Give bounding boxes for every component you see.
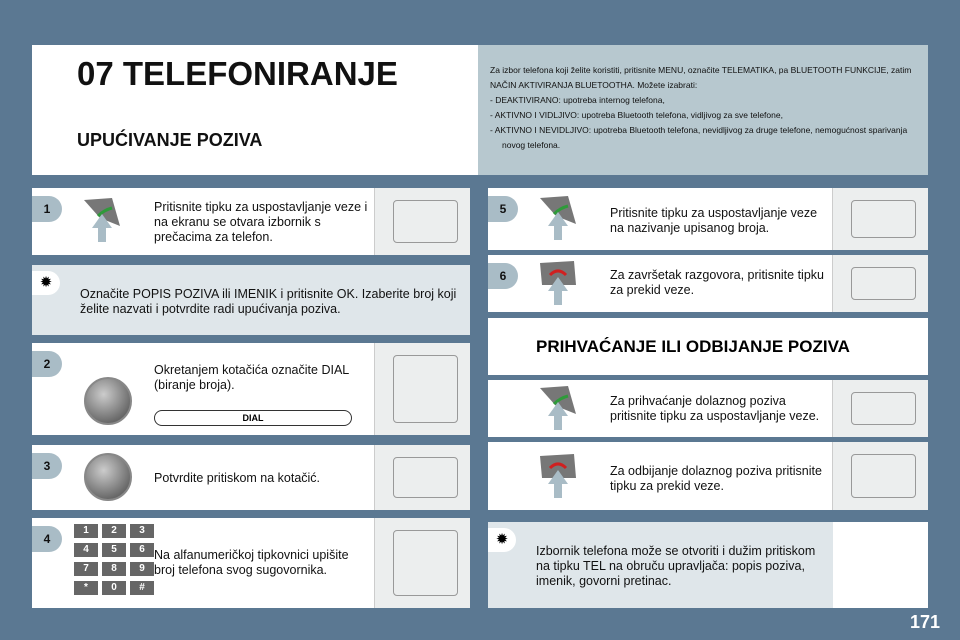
step-text: Za prihvaćanje dolaznog poziva pritisnite tipku za uspostavljanje veze. <box>610 394 820 423</box>
section-heading-accept-reject: PRIHVAĆANJE ILI ODBIJANJE POZIVA <box>488 318 928 375</box>
accept-call-step <box>488 380 928 437</box>
device-illustration <box>374 188 470 255</box>
keypad-key: 7 <box>74 562 98 576</box>
title-panel <box>32 45 478 175</box>
device-illustration <box>832 380 928 437</box>
dial-label: DIAL <box>154 410 352 426</box>
step-badge: 3 <box>32 453 62 479</box>
keypad-key: 0 <box>102 581 126 595</box>
device-illustration <box>832 442 928 510</box>
step-badge: 1 <box>32 196 62 222</box>
step-5 <box>488 188 928 250</box>
step-badge: 4 <box>32 526 62 552</box>
info-item: - DEAKTIVIRANO: upotreba internog telefona, <box>490 93 916 108</box>
keypad-key: 2 <box>102 524 126 538</box>
step-text: Okretanjem kotačića označite DIAL (biranje broja). <box>154 363 349 392</box>
steering-wheel-stalk-illustration <box>833 522 928 608</box>
page-number: 171 <box>909 612 940 632</box>
step-badge: 2 <box>32 351 62 377</box>
step-text: Potvrdite pritiskom na kotačić. <box>154 471 321 485</box>
lightbulb-icon: ✹ <box>32 271 60 295</box>
device-illustration <box>832 188 928 250</box>
tip-box <box>488 522 928 608</box>
step-text: Na alfanumeričkoj tipkovnici upišite broj telefona svog sugovornika. <box>154 548 349 577</box>
rotary-knob-icon <box>84 453 132 501</box>
info-item: - AKTIVNO I VIDLJIVO: upotreba Bluetooth telefona, vidljivog za sve telefone, <box>490 108 916 123</box>
page-title: 07 TELEFONIRANJE <box>77 55 398 92</box>
keypad-key: 1 <box>74 524 98 538</box>
step-text: Za završetak razgovora, pritisnite tipku za prekid veze. <box>610 268 824 297</box>
step-4 <box>32 518 470 608</box>
tip-box <box>32 265 470 335</box>
keypad-key: 3 <box>130 524 154 538</box>
tip-text: Označite POPIS POZIVA ili IMENIK i pritisnite OK. Izaberite broj koji želite nazvati i potvrdite radi upućivanja poziva. <box>80 287 457 316</box>
bluetooth-info-box <box>478 45 928 175</box>
device-illustration <box>374 445 470 510</box>
step-badge: 6 <box>488 263 518 289</box>
device-illustration <box>374 518 470 608</box>
step-text: Pritisnite tipku za uspostavljanje veze na nazivanje upisanog broja. <box>610 206 818 235</box>
keypad-icon <box>74 524 154 595</box>
step-6 <box>488 255 928 312</box>
hang-up-button-icon <box>538 259 578 305</box>
step-2 <box>32 343 470 435</box>
step-badge: 5 <box>488 196 518 222</box>
section-heading-placing-calls: UPUĆIVANJE POZIVA <box>77 130 263 150</box>
rotary-knob-icon <box>84 377 132 425</box>
keypad-key: 4 <box>74 543 98 557</box>
info-item: - AKTIVNO I NEVIDLJIVO: upotreba Bluetooth telefona, nevidljivog za druge telefone, nemogućnost sparivanja novog telefona. <box>490 123 916 153</box>
info-intro: Za izbor telefona koji želite koristiti, pritisnite MENU, označite TELEMATIKA, pa BLUETOOTH FUNKCIJE, zatim NAČIN AKTIVIRANJA BLUETOOTHA. Možete izabrati: <box>490 65 912 90</box>
keypad-key: 8 <box>102 562 126 576</box>
hang-up-button-icon <box>538 452 578 498</box>
step-text: Pritisnite tipku za uspostavljanje veze i na ekranu se otvara izbornik s prečacima za telefon. <box>154 200 368 244</box>
step-1 <box>32 188 470 255</box>
call-button-icon <box>538 384 578 430</box>
keypad-key: * <box>74 581 98 595</box>
keypad-key: 5 <box>102 543 126 557</box>
tip-text: Izbornik telefona može se otvoriti i dužim pritiskom na tipku TEL na obruču upravljača: popis poziva, imenik, govorni pretinac. <box>536 544 816 588</box>
step-text: Za odbijanje dolaznog poziva pritisnite tipku za prekid veze. <box>610 464 822 493</box>
device-illustration <box>374 343 470 435</box>
keypad-key: # <box>130 581 154 595</box>
device-illustration <box>832 255 928 312</box>
call-button-icon <box>538 194 578 240</box>
reject-call-step <box>488 442 928 510</box>
call-button-icon <box>82 196 122 242</box>
step-3 <box>32 445 470 510</box>
keypad-key: 6 <box>130 543 154 557</box>
keypad-key: 9 <box>130 562 154 576</box>
lightbulb-icon: ✹ <box>488 528 516 552</box>
